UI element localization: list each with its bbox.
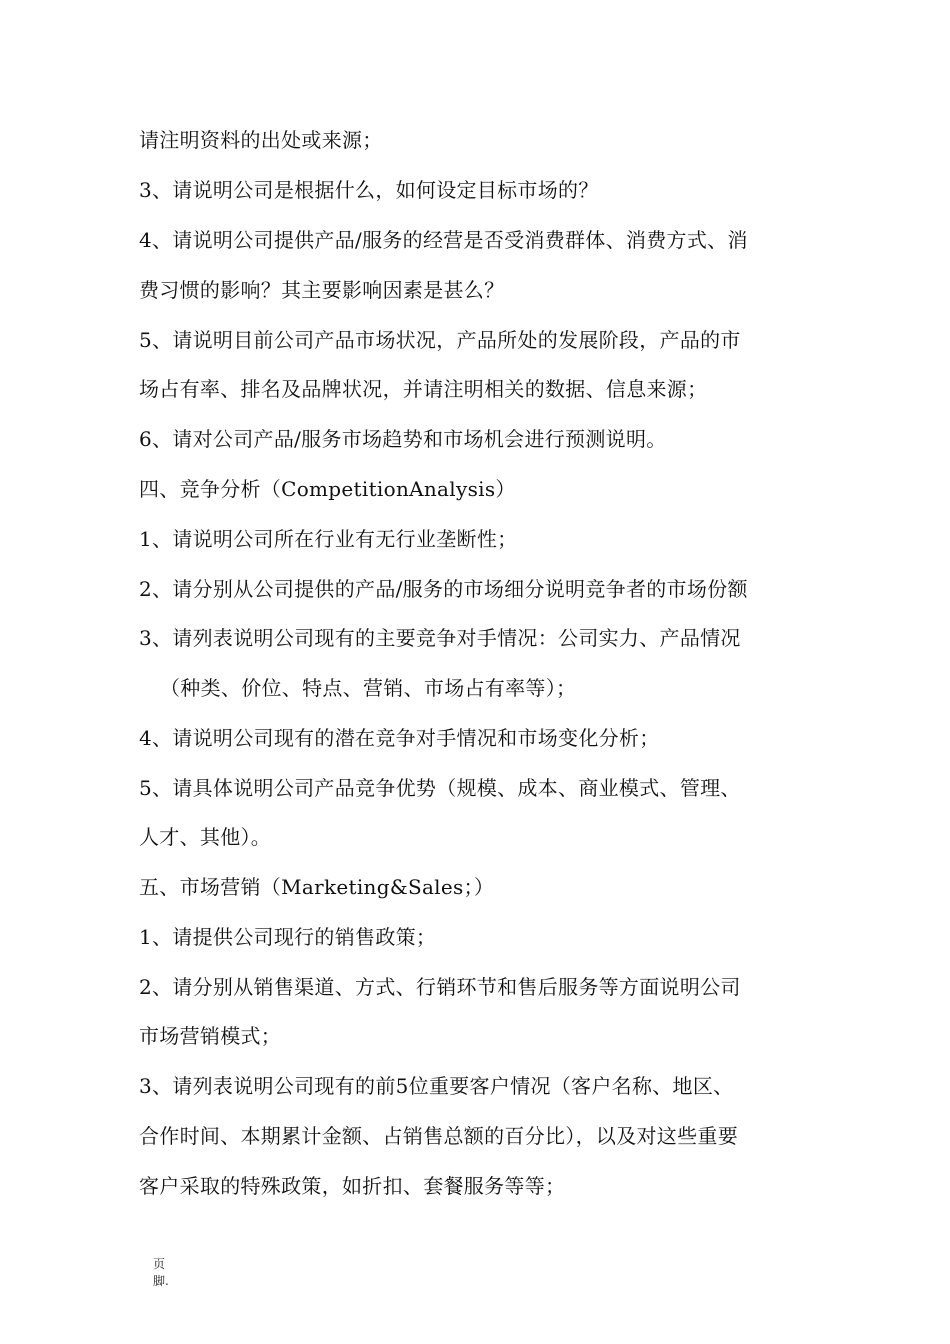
text-line: 4、请说明公司现有的潜在竞争对手情况和市场变化分析； bbox=[139, 726, 660, 750]
text-line: 费习惯的影响？其主要影响因素是甚么？ bbox=[139, 278, 505, 302]
text-line: 场占有率、排名及品牌状况，并请注明相关的数据、信息来源； bbox=[139, 377, 708, 401]
text-line: 合作时间、本期累计金额、占销售总额的百分比），以及对这些重要 bbox=[139, 1124, 738, 1148]
text-line: （种类、价位、特点、营销、市场占有率等）； bbox=[160, 676, 577, 700]
footer-line: 页 bbox=[153, 1257, 166, 1271]
text-line: 2、请分别从销售渠道、方式、行销环节和售后服务等方面说明公司 bbox=[139, 975, 741, 999]
footer-line: 脚. bbox=[153, 1274, 169, 1288]
text-line: 客户采取的特殊政策，如折扣、套餐服务等等； bbox=[139, 1174, 566, 1198]
text-line: 3、请列表说明公司现有的前5位重要客户情况（客户名称、地区、 bbox=[139, 1074, 734, 1098]
text-line: 1、请提供公司现行的销售政策； bbox=[139, 925, 437, 949]
section-heading-marketing: 五、市场营销（Marketing&Sales；） bbox=[139, 875, 495, 899]
text-line: 3、请说明公司是根据什么，如何设定目标市场的？ bbox=[139, 178, 599, 202]
text-line: 请注明资料的出处或来源； bbox=[139, 128, 383, 152]
section-heading-competition: 四、竞争分析（CompetitionAnalysis） bbox=[139, 477, 516, 501]
text-line: 5、请具体说明公司产品竞争优势（规模、成本、商业模式、管理、 bbox=[139, 776, 741, 800]
page-footer bbox=[153, 1256, 169, 1290]
text-line: 6、请对公司产品/服务市场趋势和市场机会进行预测说明。 bbox=[139, 427, 667, 451]
text-line: 5、请说明目前公司产品市场状况，产品所处的发展阶段，产品的市 bbox=[139, 328, 741, 352]
text-line: 3、请列表说明公司现有的主要竞争对手情况：公司实力、产品情况 bbox=[139, 626, 741, 650]
text-line: 人才、其他）。 bbox=[139, 825, 272, 849]
text-line: 市场营销模式； bbox=[139, 1024, 282, 1048]
text-line: 4、请说明公司提供产品/服务的经营是否受消费群体、消费方式、消 bbox=[139, 228, 748, 252]
text-line: 1、请说明公司所在行业有无行业垄断性； bbox=[139, 527, 518, 551]
text-line: 2、请分别从公司提供的产品/服务的市场细分说明竞争者的市场份额 bbox=[139, 577, 748, 601]
